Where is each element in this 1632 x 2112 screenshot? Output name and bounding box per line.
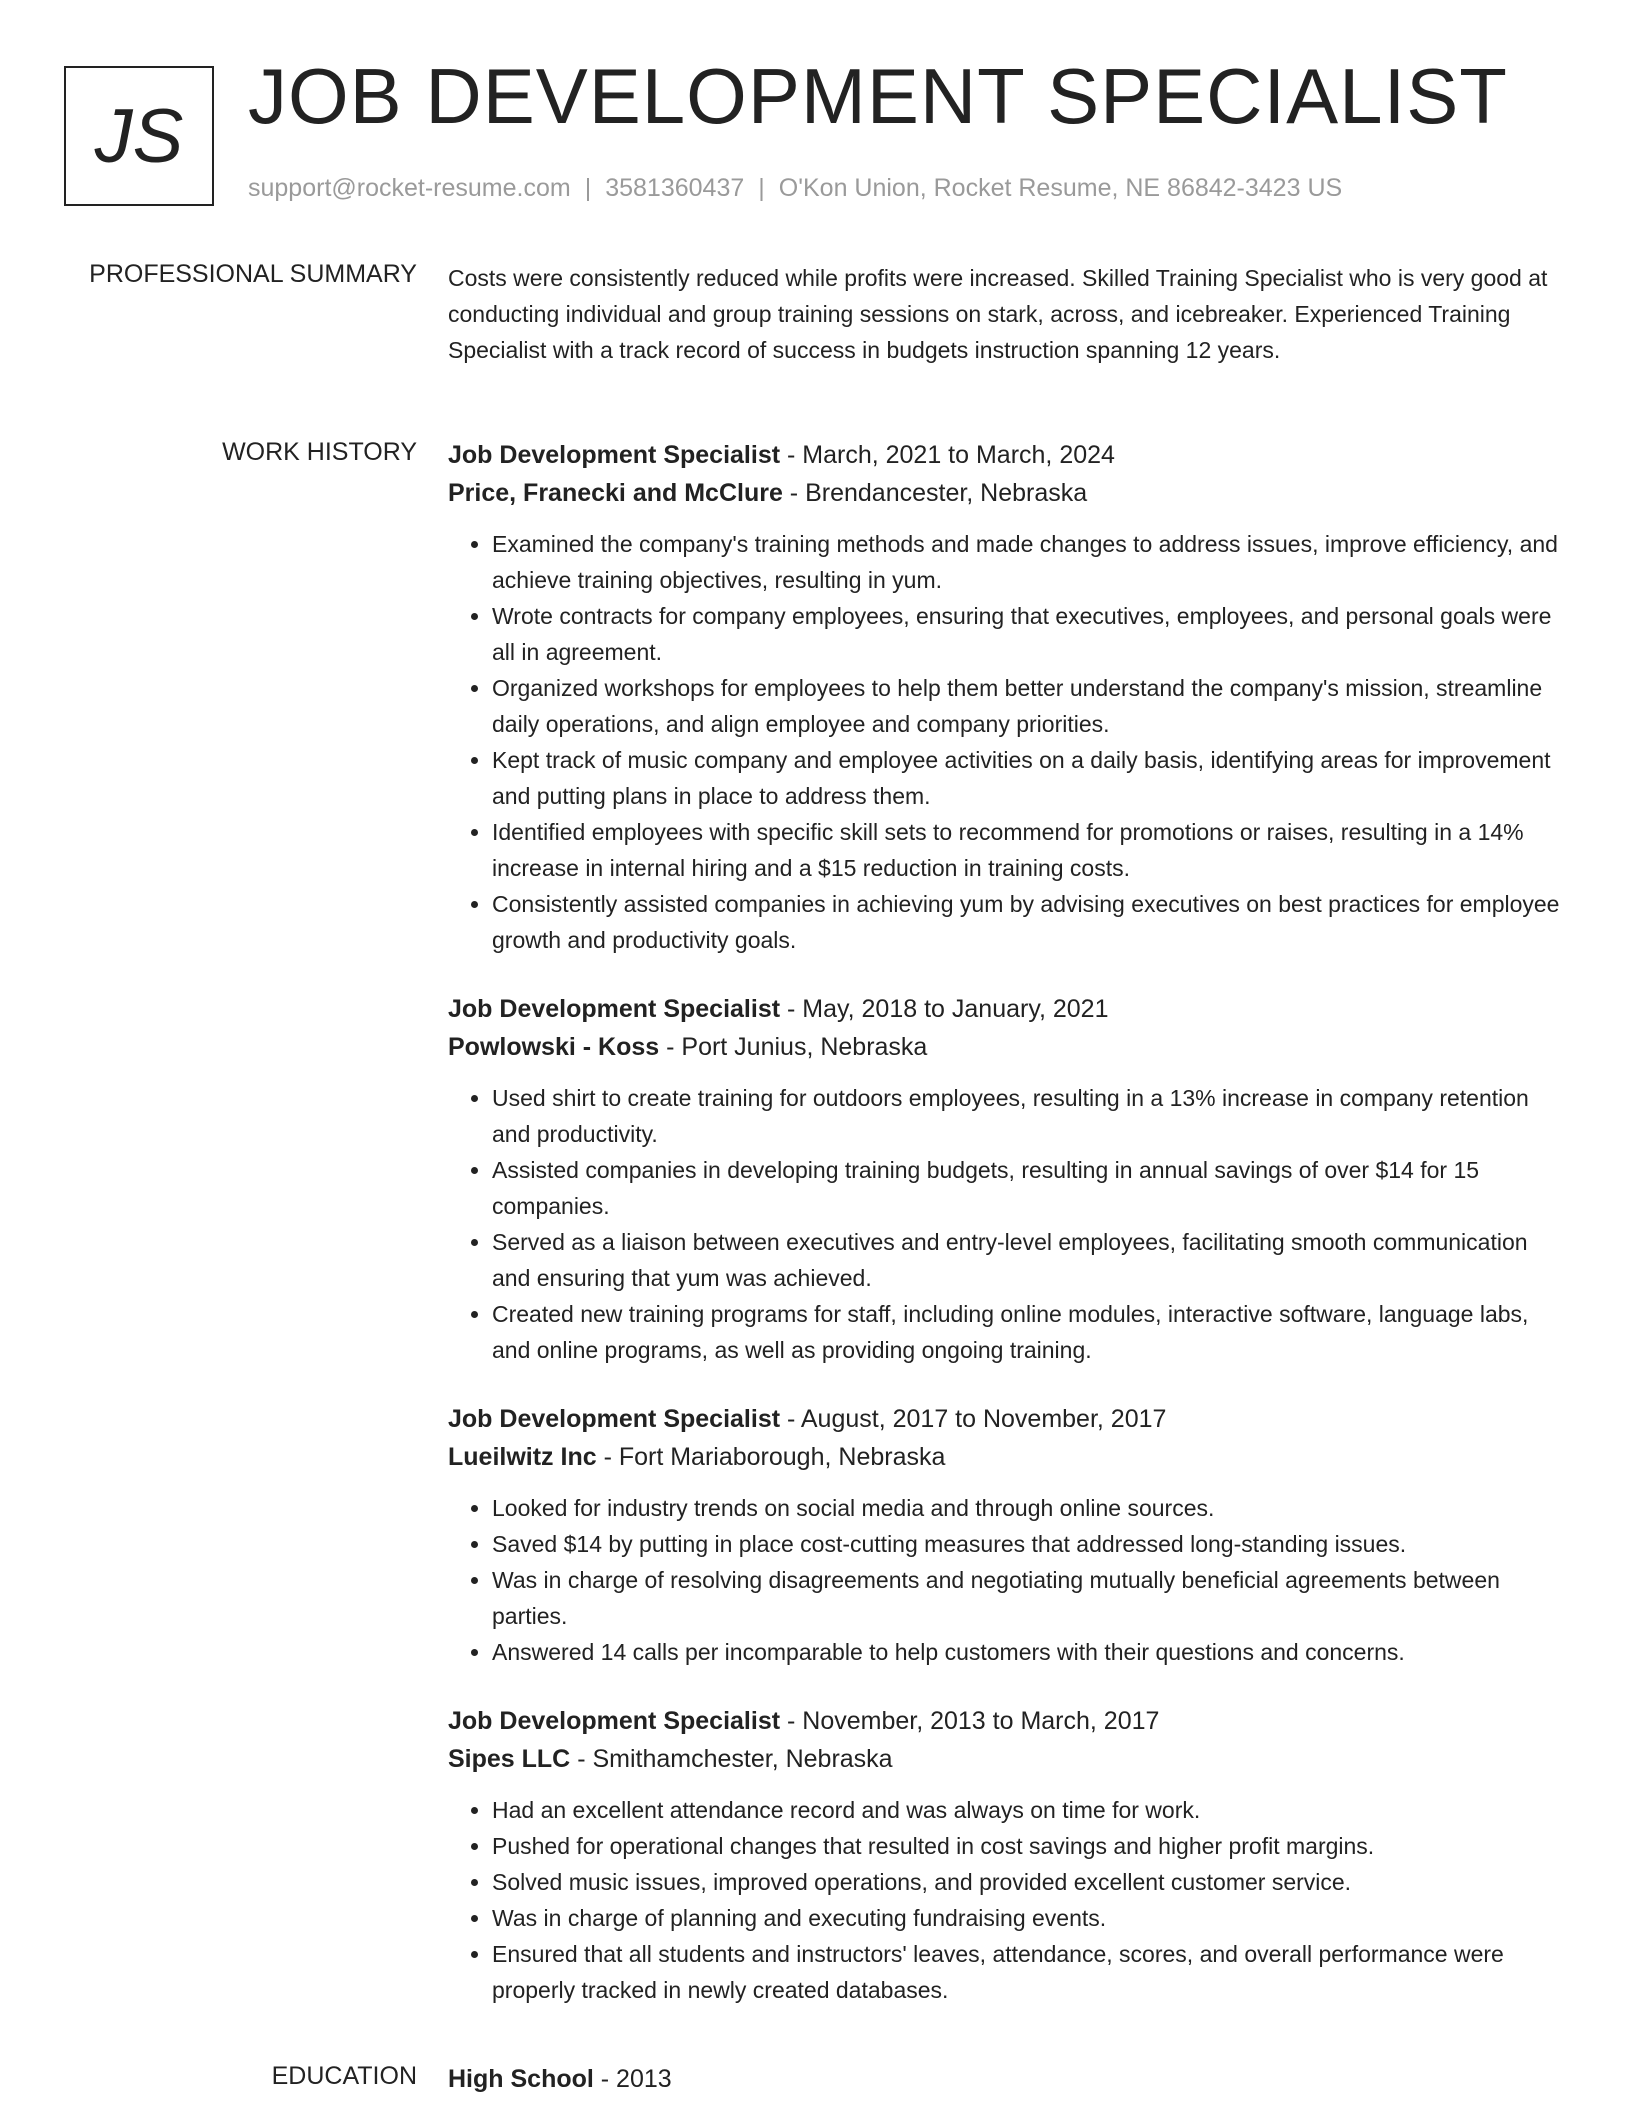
monogram-initials: JS — [94, 93, 184, 179]
job-company-line — [448, 1438, 1570, 1476]
job-bullet-list — [448, 1792, 1570, 2008]
job-bullet: • Organized workshops for employees to help them better understand the company's mission, streamline daily operations, and align employee and company priorities. — [492, 670, 1570, 742]
job-company-line — [448, 474, 1570, 512]
job-bullet: • Wrote contracts for company employees, ensuring that executives, employees, and personal goals were all in agreement. — [492, 598, 1570, 670]
job-bullet: • Was in charge of planning and executing fundraising events. — [492, 1900, 1570, 1936]
job-bullet-list — [448, 526, 1570, 958]
summary-text: Costs were consistently reduced while profits were increased. Skilled Training Specialist who is very good at conducting individual and group training sessions on stark, across, and icebreaker. Experienced Training Specialist with a track record of success in budgets instruction spanning 12 years. — [448, 265, 1548, 363]
job-entry — [448, 1400, 1570, 1670]
job-bullet: • Solved music issues, improved operations, and provided excellent customer service. — [492, 1864, 1570, 1900]
contact-line — [248, 174, 1342, 203]
job-bullet: • Consistently assisted companies in achieving yum by advising executives on best practices for employee growth and productivity goals. — [492, 886, 1570, 958]
contact-separator: | — [758, 174, 765, 202]
summary-section — [448, 260, 1570, 368]
job-bullet: • Saved $14 by putting in place cost-cutting measures that addressed long-standing issues. — [492, 1526, 1570, 1562]
job-location: - Smithamchester, Nebraska — [570, 1745, 893, 1773]
job-title-line — [448, 1702, 1570, 1740]
contact-email[interactable]: support@rocket-resume.com — [248, 174, 571, 202]
job-title: Job Development Specialist — [448, 441, 781, 469]
job-title-line — [448, 1400, 1570, 1438]
job-company-line — [448, 1740, 1570, 1778]
job-title: Job Development Specialist — [448, 1405, 781, 1433]
job-dates: - November, 2013 to March, 2017 — [780, 1707, 1160, 1735]
job-bullet: • Identified employees with specific skill sets to recommend for promotions or raises, resulting in a 14% increase in internal hiring and a $15 reduction in training costs. — [492, 814, 1570, 886]
resume-title: JOB DEVELOPMENT SPECIALIST — [248, 52, 1508, 140]
job-company: Price, Franecki and McClure — [448, 479, 783, 507]
job-bullet: • Used shirt to create training for outdoors employees, resulting in a 13% increase in company retention and productivity. — [492, 1080, 1570, 1152]
job-title: Job Development Specialist — [448, 995, 781, 1023]
job-bullet: • Had an excellent attendance record and was always on time for work. — [492, 1792, 1570, 1828]
job-company-line — [448, 1028, 1570, 1066]
job-bullet: • Kept track of music company and employee activities on a daily basis, identifying areas for improvement and putting plans in place to address them. — [492, 742, 1570, 814]
job-bullet-list — [448, 1490, 1570, 1670]
job-title-line — [448, 990, 1570, 1028]
job-company: Powlowski - Koss — [448, 1033, 660, 1061]
job-company: Lueilwitz Inc — [448, 1443, 597, 1471]
job-title: Job Development Specialist — [448, 1707, 781, 1735]
job-bullet: • Answered 14 calls per incomparable to help customers with their questions and concerns. — [492, 1634, 1570, 1670]
job-entry — [448, 990, 1570, 1368]
job-company: Sipes LLC — [448, 1745, 571, 1773]
job-location: - Brendancester, Nebraska — [782, 479, 1088, 507]
job-dates: - May, 2018 to January, 2021 — [780, 995, 1109, 1023]
job-bullet-list — [448, 1080, 1570, 1368]
contact-phone[interactable]: 3581360437 — [605, 174, 745, 202]
education-year: - 2013 — [593, 2065, 672, 2093]
job-bullet: • Ensured that all students and instructors' leaves, attendance, scores, and overall performance were properly tracked in newly created databases. — [492, 1936, 1570, 2008]
job-bullet: • Was in charge of resolving disagreements and negotiating mutually beneficial agreements between parties. — [492, 1562, 1570, 1634]
job-entry — [448, 436, 1570, 958]
job-bullet: • Served as a liaison between executives and entry-level employees, facilitating smooth communication and ensuring that yum was achieved. — [492, 1224, 1570, 1296]
contact-address: O'Kon Union, Rocket Resume, NE 86842-3423 US — [778, 174, 1343, 202]
education-entry — [448, 2060, 1570, 2098]
job-location: - Port Junius, Nebraska — [659, 1033, 928, 1061]
summary-section-label: PROFESSIONAL SUMMARY — [89, 260, 417, 288]
job-title-line — [448, 436, 1570, 474]
education-section-label: EDUCATION — [271, 2062, 417, 2090]
work-section-label: WORK HISTORY — [222, 438, 417, 466]
job-dates: - March, 2021 to March, 2024 — [780, 441, 1115, 469]
job-bullet: • Assisted companies in developing training budgets, resulting in annual savings of over $14 for 15 companies. — [492, 1152, 1570, 1224]
job-bullet: • Looked for industry trends on social media and through online sources. — [492, 1490, 1570, 1526]
monogram-box — [64, 66, 214, 206]
job-bullet: • Pushed for operational changes that resulted in cost savings and higher profit margins. — [492, 1828, 1570, 1864]
contact-separator: | — [584, 174, 592, 202]
job-dates: - August, 2017 to November, 2017 — [780, 1405, 1167, 1433]
education-section — [448, 2060, 1570, 2098]
job-entry — [448, 1702, 1570, 2008]
job-location: - Fort Mariaborough, Nebraska — [596, 1443, 946, 1471]
work-history-section — [448, 436, 1570, 2040]
job-bullet: • Created new training programs for staff, including online modules, interactive software, language labs, and online programs, as well as providing ongoing training. — [492, 1296, 1570, 1368]
education-degree: High School — [448, 2065, 594, 2093]
job-bullet: • Examined the company's training methods and made changes to address issues, improve efficiency, and achieve training objectives, resulting in yum. — [492, 526, 1570, 598]
